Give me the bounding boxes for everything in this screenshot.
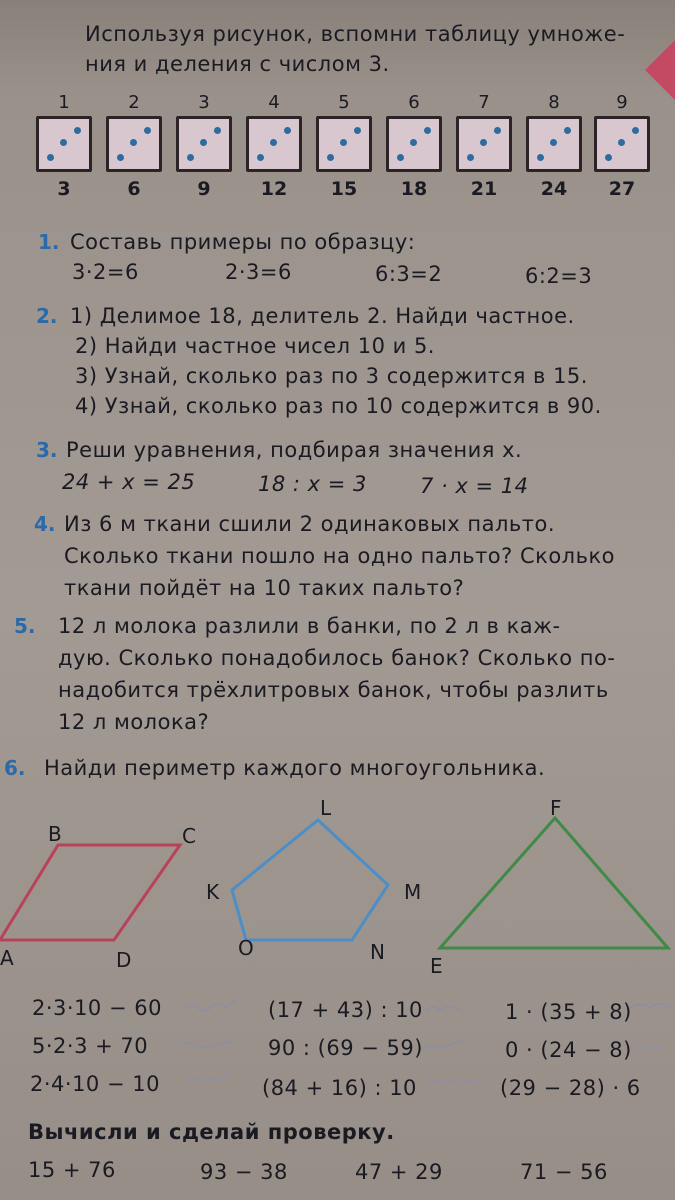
vertex-label: M bbox=[404, 880, 422, 904]
expression: (84 + 16) : 10 bbox=[262, 1076, 417, 1100]
equation: 24 + x = 25 bbox=[62, 470, 196, 494]
task-line: дую. Сколько понадобилось банок? Сколько по- bbox=[58, 646, 616, 670]
example: 47 + 29 bbox=[355, 1160, 443, 1184]
example: 2·3=6 bbox=[225, 260, 292, 284]
vertex-label: C bbox=[182, 824, 196, 848]
task-line: 12 л молока разлили в банки, по 2 л в каж- bbox=[58, 614, 561, 638]
task-line: Сколько ткани пошло на одно пальто? Сколько bbox=[64, 544, 616, 568]
bookmark-ribbon bbox=[645, 40, 675, 100]
expression: (17 + 43) : 10 bbox=[268, 998, 423, 1022]
vertex-label: O bbox=[238, 936, 254, 960]
task-line: 3) Узнай, сколько раз по 3 содержится в 15. bbox=[75, 364, 588, 388]
expression: 1 · (35 + 8) bbox=[505, 1000, 632, 1024]
expression: 2·3·10 − 60 bbox=[32, 996, 162, 1020]
polygons-figure bbox=[0, 790, 675, 980]
example: 93 − 38 bbox=[200, 1160, 288, 1184]
task-text: Найди периметр каждого многоугольника. bbox=[44, 756, 546, 780]
die-cell: 8 24 bbox=[522, 92, 586, 200]
vertex-label: F bbox=[550, 796, 562, 820]
example: 71 − 56 bbox=[520, 1160, 608, 1184]
example: 15 + 76 bbox=[28, 1158, 116, 1182]
task-line: надобится трёхлитровых банок, чтобы разлить bbox=[58, 678, 609, 702]
die-cell: 6 18 bbox=[382, 92, 446, 200]
intro-line-1: Используя рисунок, вспомни таблицу умноже- bbox=[85, 22, 626, 46]
task-number: 4. bbox=[34, 512, 56, 536]
task-line: 12 л молока? bbox=[58, 710, 210, 734]
die-cell: 7 21 bbox=[452, 92, 516, 200]
vertex-label: D bbox=[116, 948, 132, 972]
task-number: 1. bbox=[38, 230, 60, 254]
expression: 0 · (24 − 8) bbox=[505, 1038, 632, 1062]
dice-row bbox=[40, 92, 660, 222]
equation: 18 : x = 3 bbox=[258, 472, 367, 496]
example: 6:2=3 bbox=[525, 264, 593, 288]
vertex-label: B bbox=[48, 822, 62, 846]
expression: 2·4·10 − 10 bbox=[30, 1072, 160, 1096]
vertex-label: L bbox=[320, 796, 332, 820]
task-line: Из 6 м ткани сшили 2 одинаковых пальто. bbox=[64, 512, 555, 536]
vertex-label: E bbox=[430, 954, 443, 978]
die-cell: 5 15 bbox=[312, 92, 376, 200]
task-number: 5. bbox=[14, 614, 36, 638]
vertex-label: A bbox=[0, 946, 14, 970]
example: 3·2=6 bbox=[72, 260, 139, 284]
task-text: Составь примеры по образцу: bbox=[70, 230, 416, 254]
example: 6:3=2 bbox=[375, 262, 443, 286]
task-line: 2) Найди частное чисел 10 и 5. bbox=[75, 334, 435, 358]
die-cell: 2 6 bbox=[102, 92, 166, 200]
task-number: 6. bbox=[4, 756, 26, 780]
vertex-label: K bbox=[206, 880, 220, 904]
expression: 90 : (69 − 59) bbox=[268, 1036, 423, 1060]
task-number: 2. bbox=[36, 304, 58, 328]
task-line: ткани пойдёт на 10 таких пальто? bbox=[64, 576, 465, 600]
expression: (29 − 28) · 6 bbox=[500, 1076, 641, 1100]
die-cell: 9 27 bbox=[590, 92, 654, 200]
parallelogram-shape bbox=[0, 845, 180, 940]
die-cell: 4 12 bbox=[242, 92, 306, 200]
intro-line-2: ния и деления с числом 3. bbox=[85, 52, 390, 76]
die-cell: 1 3 bbox=[32, 92, 96, 200]
die-cell: 3 9 bbox=[172, 92, 236, 200]
task-text: Реши уравнения, подбирая значения x. bbox=[66, 438, 523, 462]
expression: 5·2·3 + 70 bbox=[32, 1034, 149, 1058]
task-line: 4) Узнай, сколько раз по 10 содержится в 90. bbox=[75, 394, 602, 418]
pentagon-shape bbox=[232, 820, 388, 940]
pencil-scribbles bbox=[0, 990, 675, 1100]
equation: 7 · x = 14 bbox=[420, 474, 529, 498]
task-line: 1) Делимое 18, делитель 2. Найди частное. bbox=[70, 304, 575, 328]
task-text: Вычисли и сделай проверку. bbox=[28, 1120, 395, 1144]
vertex-label: N bbox=[370, 940, 385, 964]
task-number: 3. bbox=[36, 438, 58, 462]
triangle-shape bbox=[440, 818, 668, 948]
